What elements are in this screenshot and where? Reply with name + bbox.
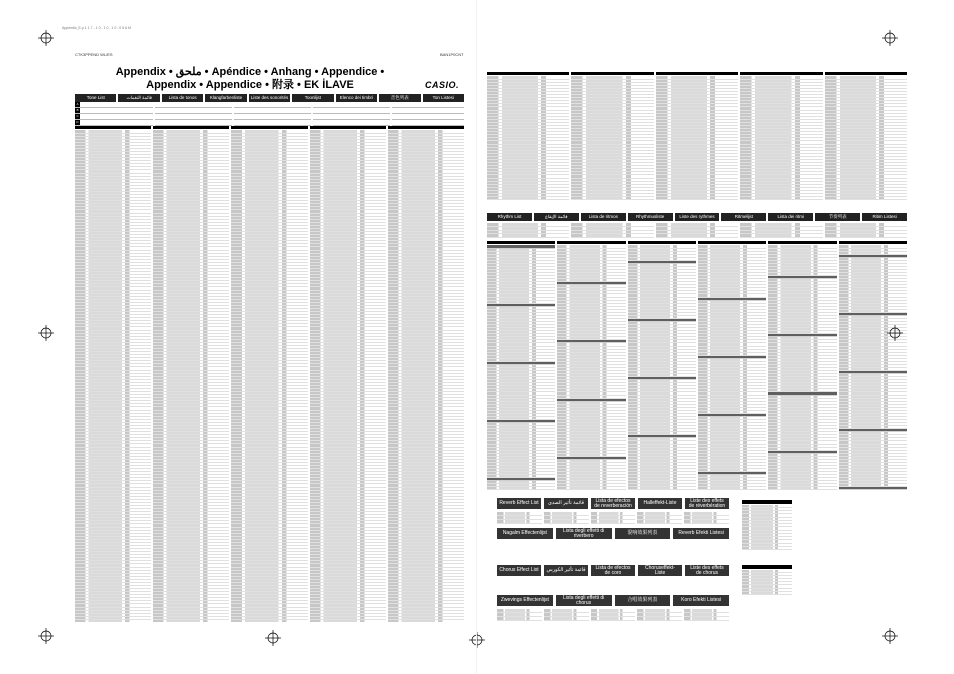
table-column (825, 72, 907, 200)
right-running-header: BAN1P0CNT (440, 52, 464, 57)
title-line-2: Appendix • Appendice • 附录 • EK İLAVE (146, 79, 354, 91)
rhythm-list-tab: 节奏列表 (815, 213, 860, 221)
table-column (591, 609, 636, 621)
table-row (740, 234, 822, 238)
chorus-header-row (497, 565, 729, 576)
tone-table (75, 126, 464, 622)
table-row (75, 620, 151, 622)
column-header (571, 72, 653, 75)
effect-section-header: Lista degli effetti di riverbero (556, 528, 612, 539)
table-column (153, 126, 229, 622)
table-column (740, 72, 822, 200)
effect-section-header: 混响效果列表 (615, 528, 671, 539)
table-row (656, 234, 738, 238)
table-row (388, 620, 464, 622)
table-row (825, 197, 907, 200)
effect-section-header: Reverb Efekti Listesi (673, 528, 729, 539)
print-slug: Appendix_E.p 1 1 7 - 1 0 - 1 0 , 1 0 : 0 5 A M (62, 26, 131, 30)
rhythm-list-tab: Lista de ritmos (581, 213, 626, 221)
table-column (487, 241, 555, 491)
effect-section-header: Choruseffekt-Liste (638, 565, 682, 576)
effect-section-header: Lista de efectos de coro (591, 565, 635, 576)
table-row (310, 620, 386, 622)
rhythm-list-tab: Ritim Listesi (862, 213, 907, 221)
chorus-header-row-2 (497, 595, 729, 606)
table-column (825, 223, 907, 238)
reverb-effect-table (742, 500, 792, 550)
tone-list-tab: Klangfarbenliste (205, 94, 246, 102)
page-fold (476, 0, 477, 674)
effect-section-header: Chorus Effect List (497, 565, 541, 576)
title-line-1: Appendix • ملحق • Apéndice • Anhang • Appendice • (115, 66, 385, 78)
legend-column (234, 102, 311, 122)
appendix-title (100, 66, 400, 92)
rhythm-list-tab: Rhythm List (487, 213, 532, 221)
casio-logo: CASIO. (425, 80, 460, 90)
column-header (656, 72, 738, 75)
table-row (656, 197, 738, 200)
legend-row: A (75, 102, 153, 108)
table-row (637, 617, 682, 621)
crop-mark-icon (882, 30, 898, 46)
table-column (740, 223, 822, 238)
legend-row: D (75, 120, 153, 126)
table-column (628, 241, 696, 491)
table-column (310, 126, 386, 622)
column-header (153, 126, 229, 129)
table-row (557, 487, 625, 490)
table-column (388, 126, 464, 622)
effect-section-header: Zwevings Effectenlijst (497, 595, 553, 606)
column-header (742, 565, 792, 569)
table-row (591, 520, 636, 524)
column-header (487, 72, 569, 75)
effect-section-header: Lista degli effetti di chorus (556, 595, 612, 606)
table-column (591, 512, 636, 524)
table-column (571, 223, 653, 238)
table-column (571, 72, 653, 200)
tone-list-tab: Liste des sonorités (250, 95, 289, 100)
table-column (497, 512, 542, 524)
registration-mark-icon (469, 632, 485, 648)
table-row (487, 487, 555, 490)
table-column (656, 72, 738, 200)
table-row (544, 520, 589, 524)
table-row (825, 234, 907, 238)
table-row (768, 487, 836, 490)
table-row (571, 234, 653, 238)
table-column (698, 241, 766, 491)
table-column (231, 126, 307, 622)
table-column (684, 512, 729, 524)
crop-mark-icon (38, 30, 54, 46)
effect-section-header: Lista de efectos de reverberación (591, 498, 635, 509)
table-column (742, 565, 792, 595)
legend-column (155, 102, 232, 122)
tone-list-tab: قائمة النغمات (118, 94, 159, 102)
tone-list-tab: Ton Listesi (423, 94, 464, 102)
rhythm-table (487, 241, 907, 491)
column-header (742, 500, 792, 504)
reverb-header-row-2 (497, 528, 729, 539)
crop-mark-icon (882, 628, 898, 644)
reverb-legend (497, 512, 729, 524)
left-running-header: CTK3PPEND WL/ES (75, 52, 113, 57)
table-row (684, 520, 729, 524)
tone-list-tab-bar (75, 94, 464, 102)
table-row (698, 487, 766, 490)
reverb-header-row (497, 498, 729, 509)
table-row (628, 487, 696, 490)
rhythm-list-tab: Ritmelijst (721, 213, 766, 221)
tone-list-tab: Elenco dei timbri (336, 94, 377, 102)
table-row (544, 617, 589, 621)
crop-mark-icon (38, 628, 54, 644)
legend-row: B (75, 108, 153, 114)
column-header (839, 241, 907, 244)
chorus-legend (497, 609, 729, 621)
table-column (839, 241, 907, 491)
table-column (557, 241, 625, 491)
rhythm-list-tab: قائمة الإيقاع (534, 213, 579, 221)
column-header (825, 72, 907, 75)
tone-list-tab: 音色列表 (379, 94, 420, 102)
chorus-effect-table (742, 565, 792, 595)
tone-list-tab: Tone List (75, 94, 116, 102)
column-header (487, 241, 555, 244)
table-row (231, 620, 307, 622)
effect-section-header: Liste des effets de chorus (685, 565, 729, 576)
table-column (742, 500, 792, 550)
column-header (557, 241, 625, 244)
tone-table-continued (487, 72, 907, 200)
table-row (839, 487, 907, 490)
legend-column (392, 102, 464, 122)
column-header (740, 72, 822, 75)
table-column (637, 512, 682, 524)
column-header (698, 241, 766, 244)
table-row (742, 592, 792, 595)
legend-column (75, 102, 153, 122)
column-header (768, 241, 836, 244)
table-column (487, 72, 569, 200)
table-column (544, 609, 589, 621)
column-header (75, 126, 151, 129)
effect-section-header: قائمة تأثير الكورس (544, 565, 588, 576)
column-header (231, 126, 307, 129)
tone-list-tab: Toonlijst (292, 94, 333, 102)
effect-section-header: Koro Efekti Listesi (673, 595, 729, 606)
registration-mark-icon (38, 325, 54, 341)
effect-section-header: Liste des effets de réverbération (685, 498, 729, 509)
table-row (497, 520, 542, 524)
table-column (768, 241, 836, 491)
effect-section-header: Halleffekt-Liste (638, 498, 682, 509)
table-row (684, 617, 729, 621)
rhythm-list-tab: Rhythmusliste (628, 213, 673, 221)
table-row (487, 234, 569, 238)
table-row (637, 520, 682, 524)
rhythm-list-tab: Liste des rythmes (675, 213, 720, 221)
table-column (544, 512, 589, 524)
rhythm-list-tab-bar (487, 213, 907, 221)
table-row (740, 197, 822, 200)
table-row (591, 617, 636, 621)
legend-row: C (75, 114, 153, 120)
table-row (487, 197, 569, 200)
registration-mark-icon (265, 630, 281, 646)
rhythm-legend (487, 223, 907, 238)
column-header (388, 126, 464, 129)
table-column (656, 223, 738, 238)
table-row (153, 620, 229, 622)
table-column (497, 609, 542, 621)
table-column (637, 609, 682, 621)
column-header (310, 126, 386, 129)
effect-section-header: Reverb Effect List (497, 498, 541, 509)
table-row (497, 617, 542, 621)
right-page (477, 0, 954, 674)
table-row (571, 197, 653, 200)
effect-section-header: Nagalm Effectenlijst (497, 528, 553, 539)
registration-mark-icon (887, 325, 903, 341)
effect-section-header: 合唱效果列表 (615, 595, 671, 606)
column-header (628, 241, 696, 244)
tone-list-tab: Lista de tonos (162, 94, 203, 102)
rhythm-list-tab: Lista dei ritmi (768, 213, 813, 221)
table-column (487, 223, 569, 238)
table-column (75, 126, 151, 622)
table-column (684, 609, 729, 621)
table-row (742, 547, 792, 550)
tone-legend (75, 102, 464, 122)
legend-column (313, 102, 390, 122)
effect-section-header: قائمة تأثير الصدى (544, 498, 588, 509)
